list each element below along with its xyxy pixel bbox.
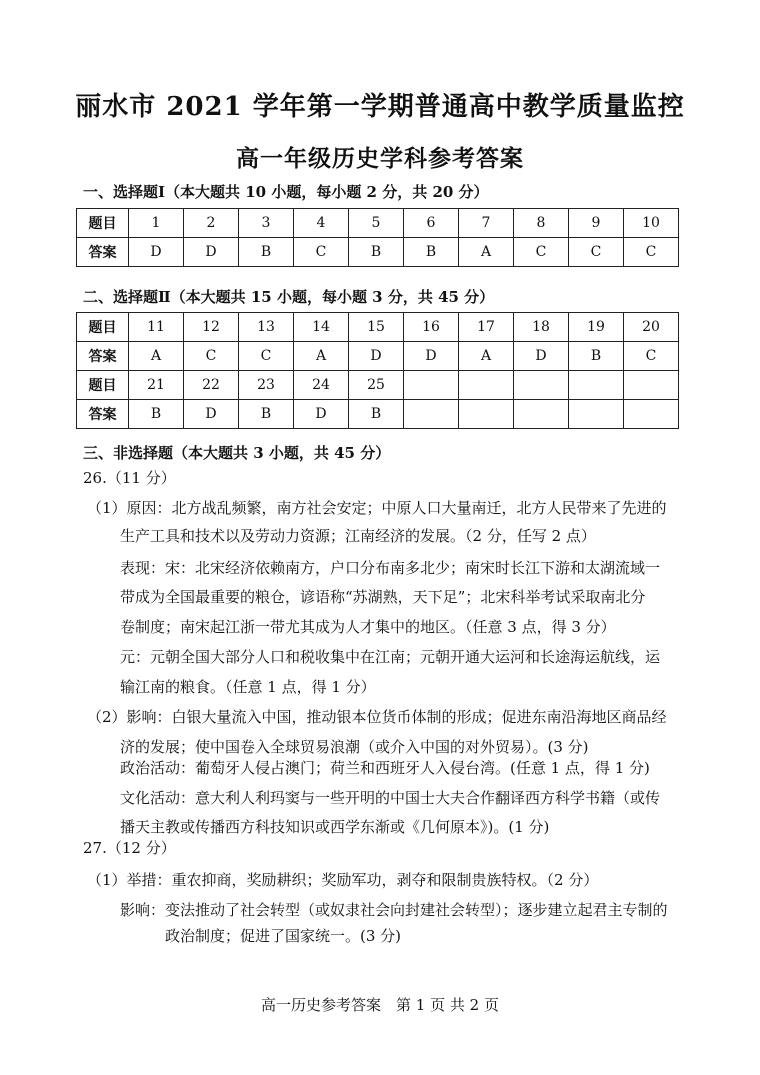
table-cell: 8 — [514, 209, 569, 238]
table-cell: B — [239, 238, 294, 267]
table-cell: A — [294, 342, 349, 371]
table-cell — [514, 371, 569, 400]
table-row — [77, 209, 679, 238]
table-cell — [404, 371, 459, 400]
table-cell: 19 — [569, 313, 624, 342]
answer-line: 带成为全国最重要的粮仓，谚语称“苏湖熟，天下足”；北宋科举考试采取南北分 — [120, 588, 646, 606]
section2-answer-table — [76, 312, 679, 429]
answer-line: 政治活动：葡萄牙人侵占澳门；荷兰和西班牙人入侵台湾。(任意 1 点，得 1 分) — [120, 759, 650, 777]
table-cell — [569, 371, 624, 400]
table-cell: C — [624, 238, 679, 267]
table-cell: C — [514, 238, 569, 267]
table-cell — [459, 400, 514, 429]
table-cell: 22 — [184, 371, 239, 400]
table-cell: D — [349, 342, 404, 371]
table-cell — [459, 371, 514, 400]
table-cell: D — [514, 342, 569, 371]
table-cell — [624, 400, 679, 429]
answer-line: 元：元朝全国大部分人口和税收集中在江南；元朝开通大运河和长途海运航线，运 — [120, 648, 661, 666]
table-cell: 15 — [349, 313, 404, 342]
table-cell: B — [349, 238, 404, 267]
table-cell: D — [404, 342, 459, 371]
answer-line: 影响：变法推动了社会转型（或奴隶社会向封建社会转型）；逐步建立起君主专制的 — [120, 901, 668, 919]
table-cell: D — [294, 400, 349, 429]
table-cell: D — [129, 238, 184, 267]
table-cell: C — [294, 238, 349, 267]
table-cell — [404, 400, 459, 429]
table-cell: 10 — [624, 209, 679, 238]
row-label: 答案 — [77, 342, 129, 371]
table-cell: B — [129, 400, 184, 429]
table-row — [77, 371, 679, 400]
table-cell: 1 — [129, 209, 184, 238]
table-cell: C — [569, 238, 624, 267]
table-cell: 18 — [514, 313, 569, 342]
section3-heading: 三、非选择题（本大题共 3 小题，共 45 分） — [83, 444, 391, 462]
table-row — [77, 342, 679, 371]
table-row — [77, 313, 679, 342]
section2-heading: 二、选择题Ⅱ（本大题共 15 小题，每小题 3 分，共 45 分） — [83, 288, 495, 306]
document-title: 丽水市 2021 学年第一学期普通高中教学质量监控 — [75, 92, 685, 122]
table-row — [77, 400, 679, 429]
page-footer: 高一历史参考答案 第 1 页 共 2 页 — [261, 996, 499, 1014]
answer-line: 济的发展；使中国卷入全球贸易浪潮（或介入中国的对外贸易）。(3 分) — [120, 738, 589, 756]
table-cell: B — [404, 238, 459, 267]
table-cell: 25 — [349, 371, 404, 400]
table-cell: 2 — [184, 209, 239, 238]
table-cell: C — [239, 342, 294, 371]
table-cell: 24 — [294, 371, 349, 400]
table-cell: 12 — [184, 313, 239, 342]
table-cell: 16 — [404, 313, 459, 342]
answer-line: 表现：宋：北宋经济依赖南方，户口分布南多北少；南宋时长江下游和太湖流域一 — [120, 559, 661, 577]
table-cell: A — [459, 342, 514, 371]
row-label: 答案 — [77, 400, 129, 429]
section1-heading: 一、选择题Ⅰ（本大题共 10 小题，每小题 2 分，共 20 分） — [83, 183, 489, 201]
answer-line: （1）举措：重农抑商，奖励耕织；奖励军功，剥夺和限制贵族特权。（2 分） — [87, 871, 599, 889]
table-cell: 7 — [459, 209, 514, 238]
table-cell: 17 — [459, 313, 514, 342]
question-26-heading: 26.（11 分） — [83, 469, 176, 487]
table-cell: 4 — [294, 209, 349, 238]
table-cell: 11 — [129, 313, 184, 342]
table-cell — [569, 400, 624, 429]
row-label: 题目 — [77, 209, 129, 238]
table-cell: 9 — [569, 209, 624, 238]
table-cell: A — [459, 238, 514, 267]
row-label: 答案 — [77, 238, 129, 267]
answer-line: 输江南的粮食。（任意 1 点，得 1 分） — [120, 678, 376, 696]
table-cell: C — [184, 342, 239, 371]
answer-line: 卷制度；南宋起江浙一带尤其成为人才集中的地区。（任意 3 点，得 3 分） — [120, 618, 616, 636]
table-cell: 3 — [239, 209, 294, 238]
table-cell: 23 — [239, 371, 294, 400]
table-cell: D — [184, 238, 239, 267]
section1-answer-table — [76, 208, 679, 267]
row-label: 题目 — [77, 371, 129, 400]
table-cell: 5 — [349, 209, 404, 238]
table-row — [77, 238, 679, 267]
table-cell: B — [569, 342, 624, 371]
document-subtitle: 高一年级历史学科参考答案 — [236, 145, 524, 172]
table-cell: 21 — [129, 371, 184, 400]
table-cell: D — [184, 400, 239, 429]
question-27-heading: 27.（12 分） — [83, 839, 176, 857]
answer-line: 播天主教或传播西方科技知识或西学东渐或《几何原本》)。(1 分) — [120, 818, 550, 836]
table-cell: 13 — [239, 313, 294, 342]
table-cell — [624, 371, 679, 400]
answer-line: （2）影响：白银大量流入中国，推动银本位货币体制的形成；促进东南沿海地区商品经 — [87, 708, 667, 726]
answer-line: 文化活动：意大利人利玛窦与一些开明的中国士大夫合作翻译西方科学书籍（或传 — [120, 789, 661, 807]
table-cell: 14 — [294, 313, 349, 342]
table-cell: A — [129, 342, 184, 371]
table-cell: B — [349, 400, 404, 429]
table-cell: 6 — [404, 209, 459, 238]
answer-line: （1）原因：北方战乱频繁，南方社会安定；中原人口大量南迁，北方人民带来了先进的 — [87, 499, 667, 517]
table-cell — [514, 400, 569, 429]
table-cell: B — [239, 400, 294, 429]
table-cell: 20 — [624, 313, 679, 342]
answer-line: 政治制度；促进了国家统一。(3 分) — [165, 927, 402, 945]
answer-line: 生产工具和技术以及劳动力资源；江南经济的发展。（2 分，任写 2 点） — [120, 527, 596, 545]
table-cell: C — [624, 342, 679, 371]
row-label: 题目 — [77, 313, 129, 342]
